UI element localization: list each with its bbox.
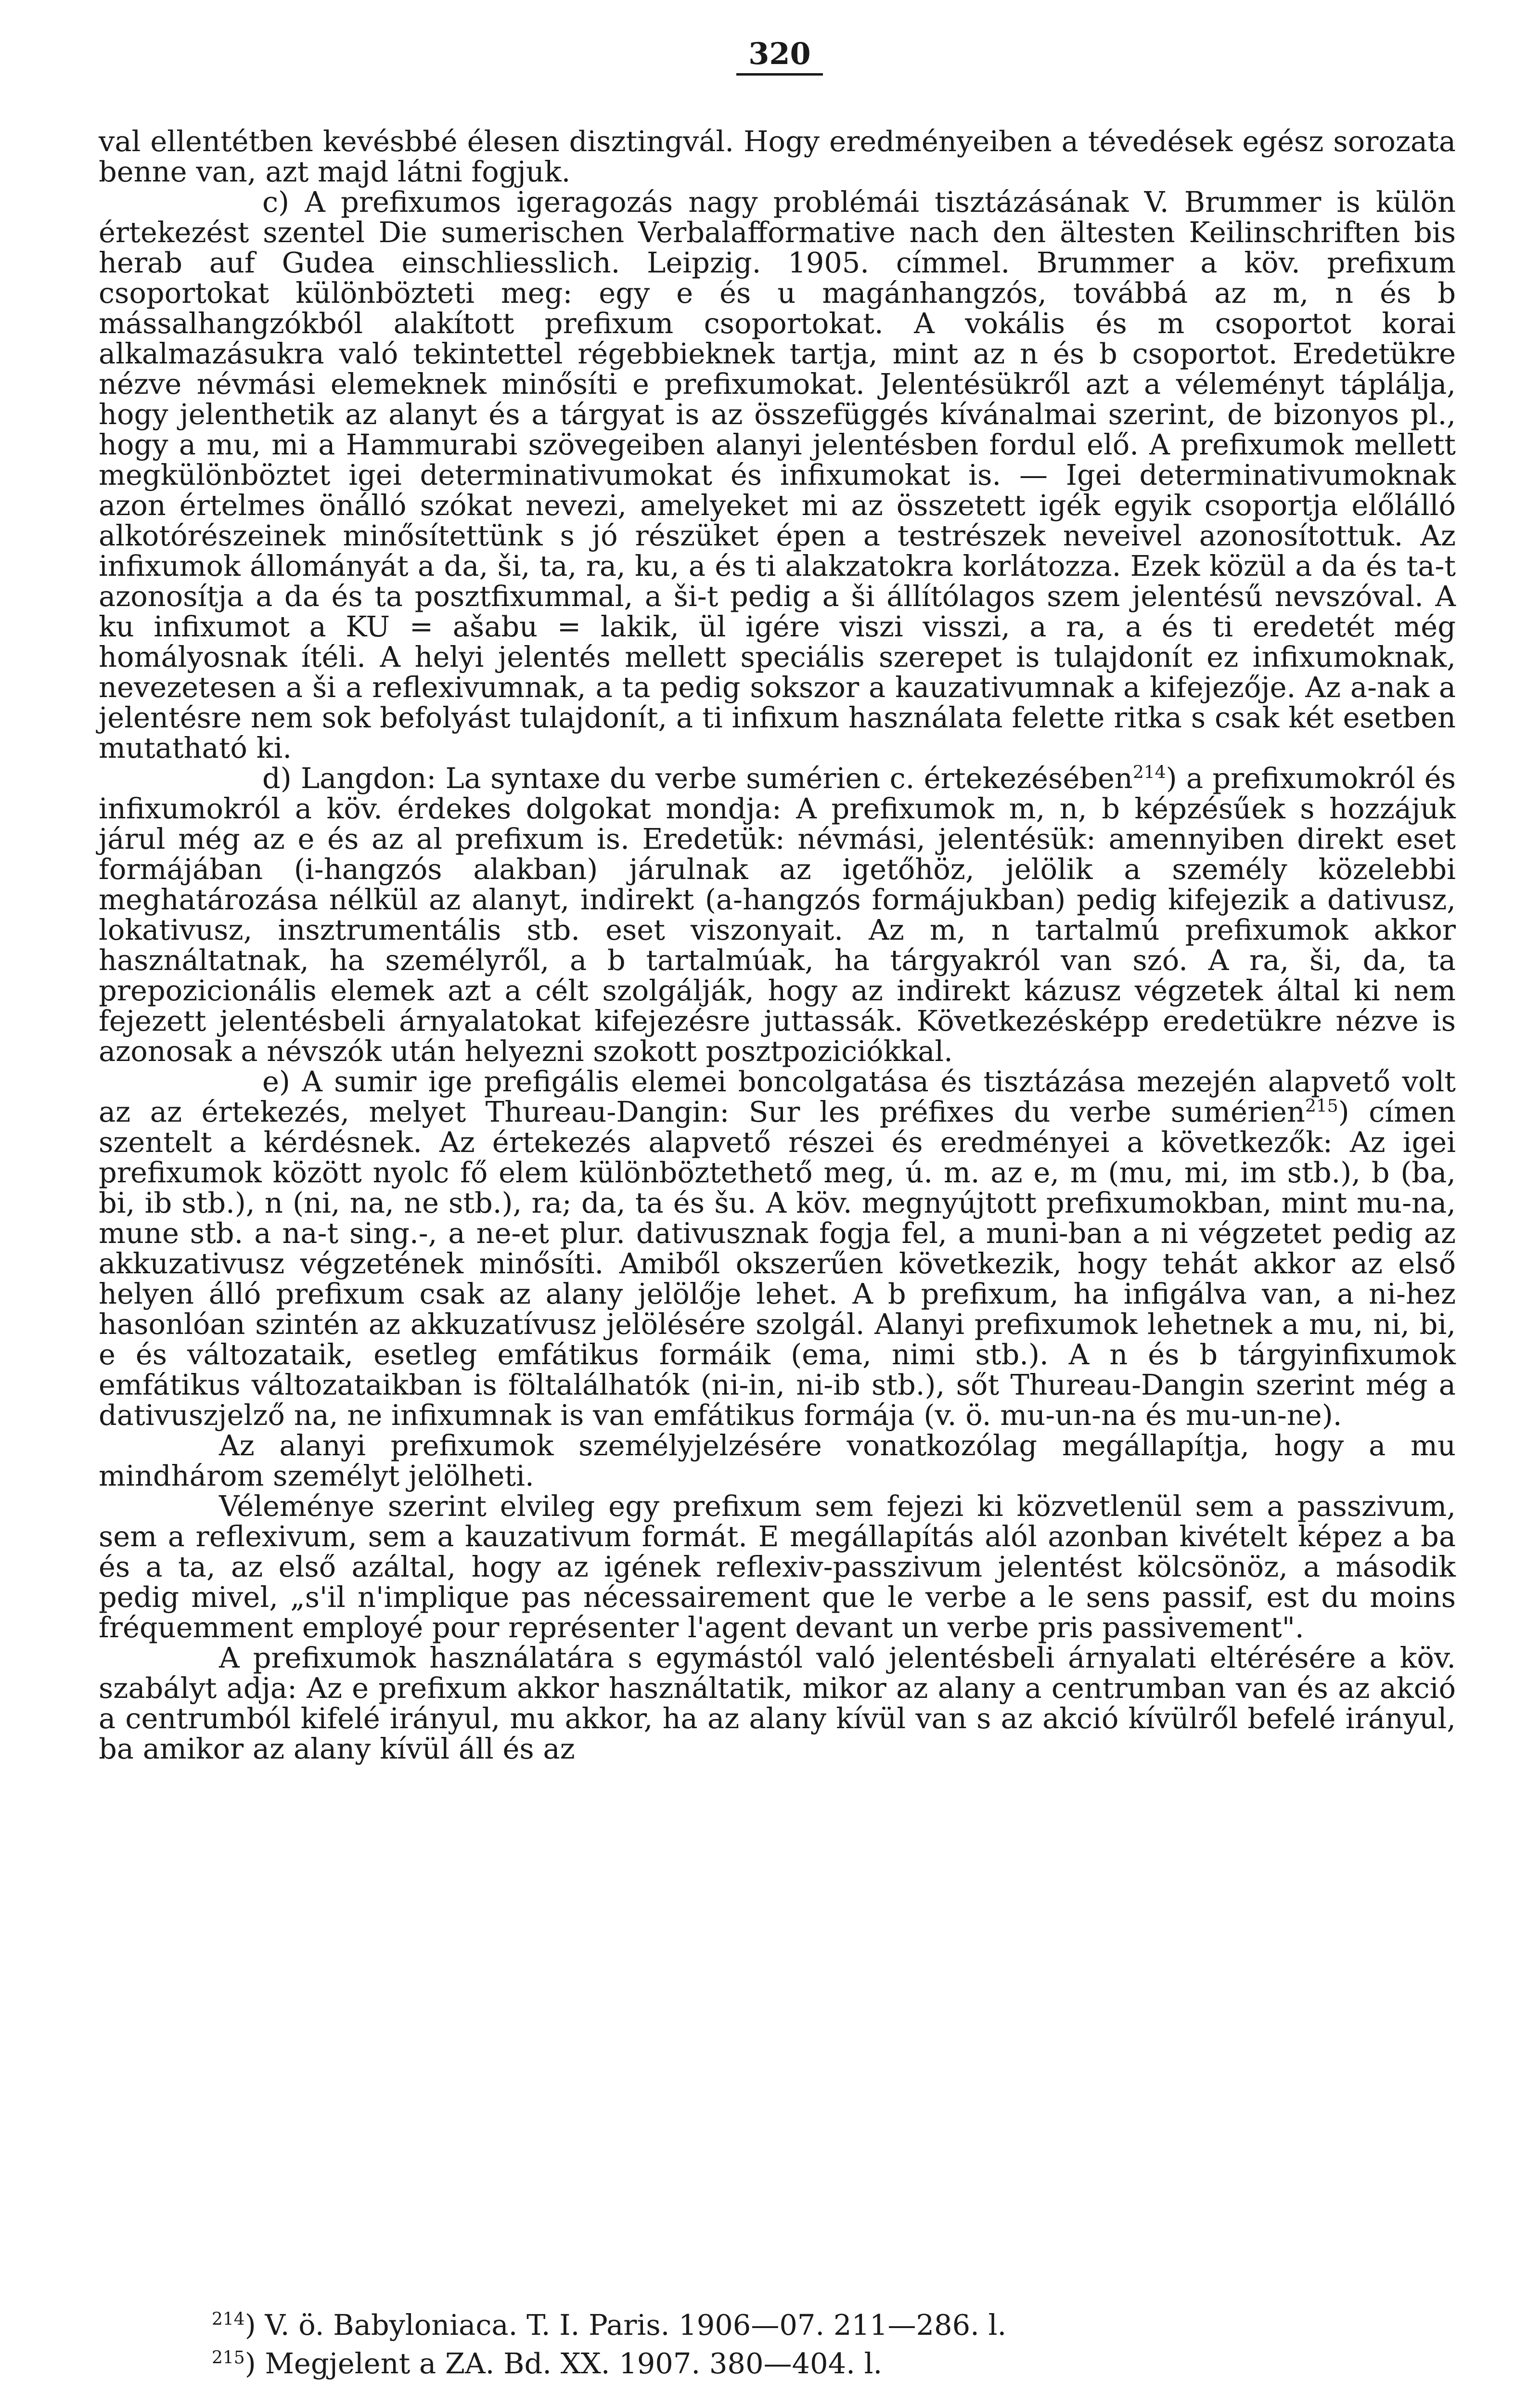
paragraph-alanyi-prefixumok: Az alanyi prefixumok személyjelzésére vonatkozólag megállapítja, hogy a mu mindhárom személyt jelölheti. <box>99 1429 1456 1492</box>
paragraph-e-lead: e) A sumir ige prefigális elemei boncolgatása és tisztázása mezején alapvető volt az az értekezés, melyet Thureau-Dangin: Sur les préfixes du verbe sumérien <box>99 1065 1456 1128</box>
page-number: 320 <box>736 35 823 76</box>
footnote-text: ) V. ö. Babyloniaca. T. I. Paris. 1906—07. 211—286. l. <box>244 2308 1007 2342</box>
paragraph-d-rest: ) a prefixumokról és infixumokról a köv. érdekes dolgokat mondja: A prefixumok m, n, b képzésűek s hozzájuk járul még az e és az al prefixum is. Eredetük: névmási, jelentésük: amennyiben direkt eset formájában (i-hangzós alakban) járulnak az igetőhöz, jelölik a személy közelebbi meghatározása nélkül az alanyt, indirekt (a-hangzós formájukban) pedig kifejezik a dativusz, lokativusz, insztrumentális stb. eset viszonyait. Az m, n tartalmú prefixumok akkor használtatnak, ha személyről, a b tartalmúak, ha tárgyakról van szó. A ra, ši, da, ta prepozicionális elemek azt a célt szolgálják, hogy az indirekt kázusz végzetek által ki nem fejezett jelentésbeli árnyalatokat kifejezésre juttassák. Következésképp eredetükre nézve is azonosak a névszók után helyezni szokott posztpoziciókkal. <box>99 762 1456 1068</box>
paragraph-c-brummer: c) A prefixumos igeragozás nagy problémái tisztázásának V. Brummer is külön értekezést szentel Die sumerischen Verbalafformative nach den ältesten Keilinschriften bis herab auf Gudea einschliesslich. Leipzig. 1905. címmel. Brummer a köv. prefixum csoportokat különbözteti meg: egy e és u magánhangzós, továbbá az m, n és b mássalhangzókból alakított prefixum csoportokat. A vokális és m csoportot korai alkalmazásukra való tekintettel régebbieknek tartja, mint az n és b csoportot. Eredetükre nézve névmási elemeknek minősíti e prefixumokat. Jelentésükről azt a véleményt táplálja, hogy jelenthetik az alanyt és a tárgyat is az összefüggés kívánalmai szerint, de bizonyos pl., hogy a mu, mi a Hammurabi szövegeiben alanyi jelentésben fordul elő. A prefixumok mellett megkülönböztet igei determinativumokat és infixumokat is. — Igei determinativumoknak azon értelmes önálló szókat nevezi, amelyeket mi az összetett igék egyik csoportja előlálló alkotórészeinek minősítettünk s jó részüket épen a testrészek neveivel azonosítottuk. Az infixumok állományát a da, ši, ta, ra, ku, a és ti alakzatokra korlátozza. Ezek közül a da és ta-t azonosítja a da és ta posztfixummal, a ši-t pedig a ši állítólagos szem jelentésű nevszóval. A ku infixumot a KU = ašabu = lakik, ül igére viszi visszi, a ra, a és ti eredetét még homályosnak ítéli. A helyi jelentés mellett speciális szerepet is tulajdonít ez infixumoknak, nevezetesen a ši a reflexivumnak, a ta pedig sokszor a kauzativumnak a kifejezője. Az a-nak a jelentésre nem sok befolyást tulajdonít, a ti infixum használata felette ritka s csak két esetben mutatható ki. <box>99 185 1456 764</box>
footnote-number: 215 <box>212 2348 245 2368</box>
paragraph-intro: val ellentétben kevésbbé élesen disztingvál. Hogy eredményeiben a tévedések egész sorozata benne van, azt majd látni fogjuk. <box>99 125 1456 188</box>
paragraph-d-langdon <box>99 763 1456 1066</box>
footnote-ref-215: 215 <box>1305 1096 1338 1116</box>
paragraph-d-lead: d) Langdon: La syntaxe du verbe sumérien c. értekezésében <box>262 762 1133 795</box>
footnote-214 <box>212 2306 1367 2344</box>
footnote-number: 214 <box>212 2309 245 2329</box>
footnote-text: ) Megjelent a ZA. Bd. XX. 1907. 380—404. l. <box>244 2347 883 2380</box>
paragraph-prefixumok-hasznalata: A prefixumok használatára s egymástól való jelentésbeli árnyalati eltérésére a köv. szabályt adja: Az e prefixum akkor használtatik, mikor az alany a centrumban van és az akció a centrumból kifelé irányul, mu akkor, ha az alany kívül van s az akció kívülről befelé irányul, ba amikor az alany kívül áll és az <box>99 1641 1456 1765</box>
footnote-215 <box>212 2344 1367 2383</box>
paragraph-velemenye: Véleménye szerint elvileg egy prefixum sem fejezi ki közvetlenül sem a passzivum, sem a reflexivum, sem a kauzativum formát. E megállapítás alól azonban kivételt képez a ba és a ta, az első azáltal, hogy az igének reflexiv-passzivum jelentést kölcsönöz, a második pedig mivel, „s'il n'implique pas nécessairement que le verbe a le sens passif, est du moins fréquemment employé pour représenter l'agent devant un verbe pris passivement". <box>99 1489 1456 1644</box>
body-text <box>99 126 1456 1764</box>
paragraph-e-thureau-dangin <box>99 1066 1456 1430</box>
footnotes <box>212 2306 1367 2383</box>
footnote-ref-214: 214 <box>1132 763 1166 783</box>
paragraph-e-rest: ) címen szentelt a kérdésnek. Az értekezés alapvető részei és eredményei a következők: Az igei prefixumok között nyolc fő elem különböztethető meg, ú. m. az e, m (mu, mi, im stb.), b (ba, bi, ib stb.), n (ni, na, ne stb.), ra; da, ta és šu. A köv. megnyújtott prefixumokban, mint mu-na, mune stb. a na-t sing.-, a ne-et plur. dativusznak fogja fel, a muni-ban a ni végzetet pedig az akkuzativusz végzetének minősíti. Amiből okszerűen következik, hogy tehát akkor az első helyen álló prefixum csak az alany jelölője lehet. A b prefixum, ha infigálva van, a ni-hez hasonlóan szintén az akkuzatívusz jelölésére szolgál. Alanyi prefixumok lehetnek a mu, ni, bi, e és változataik, esetleg emfátikus formáik (ema, nimi stb.). A n és b tárgyinfixumok emfátikus változataikban is föltalálhatók (ni-in, ni-ib stb.), sőt Thureau-Dangin szerint még a dativuszjelző na, ne infixumnak is van emfátikus formája (v. ö. mu-un-na és mu-un-ne). <box>99 1095 1456 1432</box>
